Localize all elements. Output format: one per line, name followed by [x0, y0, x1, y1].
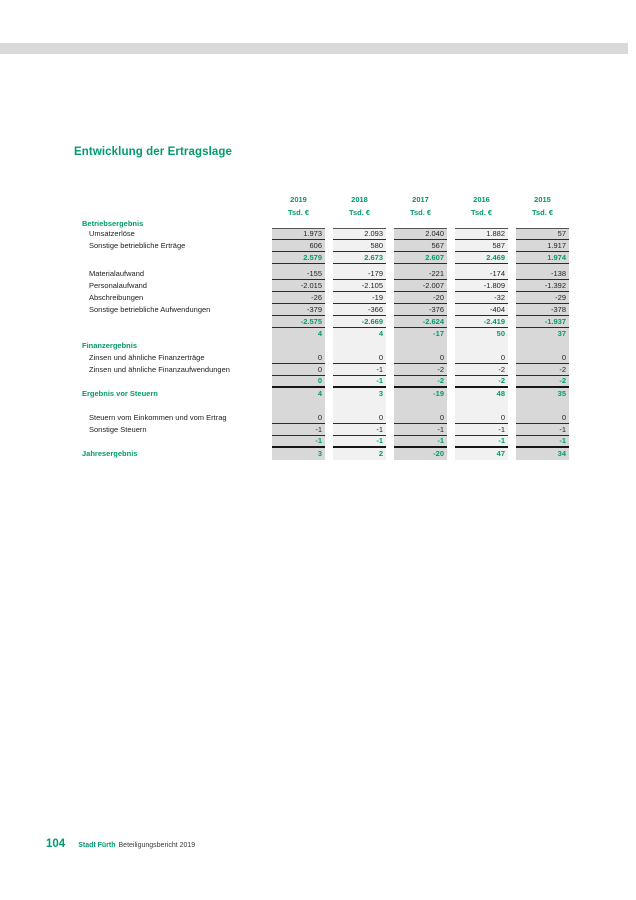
value-cell: -2.419 [455, 316, 508, 328]
value-cell: -366 [333, 304, 386, 316]
value-cell: -221 [394, 268, 447, 280]
value-cell: -1 [272, 424, 325, 436]
value-cell: 1.917 [516, 240, 569, 252]
table-row-subtotal [74, 328, 569, 340]
value-cell: 0 [333, 412, 386, 424]
value-cell: 4 [378, 329, 383, 338]
value-cell: -179 [333, 268, 386, 280]
value-cell: 580 [333, 240, 386, 252]
value-cell: 1.882 [455, 228, 508, 240]
value-cell: 2.469 [455, 252, 508, 264]
row-label [74, 376, 264, 388]
value-cell: -19 [333, 292, 386, 304]
value-cell: 47 [496, 449, 505, 458]
value-cell: 567 [394, 240, 447, 252]
row-label [74, 252, 264, 264]
unit-header: Tsd. € [348, 208, 371, 217]
value-cell: -2 [516, 376, 569, 388]
table-row-ergebnis-vor-steuern [74, 388, 569, 400]
table-row-zinsen-und-hnliche-finanzertr-ge [74, 352, 569, 364]
row-label: Abschreibungen [89, 293, 144, 302]
row-label [74, 436, 264, 448]
value-cell: 0 [516, 412, 569, 424]
value-cell: 3 [317, 449, 322, 458]
value-cell: 50 [496, 329, 505, 338]
value-cell: 0 [516, 352, 569, 364]
table-rows [74, 193, 569, 460]
value-cell: -1 [394, 436, 447, 448]
value-cell: -1 [333, 436, 386, 448]
row-label: Finanzergebnis [82, 341, 138, 350]
unit-header: Tsd. € [531, 208, 554, 217]
footer-brand: Stadt Fürth [78, 842, 116, 849]
value-cell: -2 [394, 364, 447, 376]
year-header: 2015 [534, 195, 551, 204]
page-number: 104 [46, 838, 66, 850]
value-cell: -379 [272, 304, 325, 316]
row-label: Ergebnis vor Steuern [82, 389, 158, 398]
row-label: Steuern vom Einkommen und vom Ertrag [89, 413, 227, 422]
unit-header: Tsd. € [470, 208, 493, 217]
value-cell: -20 [433, 449, 444, 458]
value-cell: -2 [516, 364, 569, 376]
header-divider-bar [0, 43, 628, 54]
year-header: 2018 [351, 195, 368, 204]
row-label [74, 193, 264, 206]
page-title: Entwicklung der Ertragslage [74, 146, 232, 158]
earnings-table [74, 193, 569, 460]
table-row-subtotal [74, 316, 569, 328]
value-cell: 2.673 [333, 252, 386, 264]
value-cell: -2.624 [394, 316, 447, 328]
value-cell: -174 [455, 268, 508, 280]
value-cell: 34 [557, 449, 566, 458]
row-label: Personalaufwand [89, 281, 147, 290]
value-cell: 35 [557, 389, 566, 398]
value-cell: 4 [317, 389, 322, 398]
row-label [74, 206, 264, 219]
row-label: Zinsen und ähnliche Finanzerträge [89, 353, 205, 362]
value-cell: -2.669 [333, 316, 386, 328]
value-cell: -376 [394, 304, 447, 316]
table-row-subtotal [74, 436, 569, 448]
table-row-abschreibungen [74, 292, 569, 304]
row-label: Betriebsergebnis [82, 219, 144, 228]
row-label: Materialaufwand [89, 269, 145, 278]
value-cell: -138 [516, 268, 569, 280]
value-cell: -17 [433, 329, 444, 338]
value-cell: -1 [455, 436, 508, 448]
value-cell: -1 [333, 376, 386, 388]
value-cell: 587 [455, 240, 508, 252]
value-cell: 48 [496, 389, 505, 398]
value-cell: 0 [394, 352, 447, 364]
value-cell: -32 [455, 292, 508, 304]
table-row-finanzergebnis [74, 340, 569, 352]
row-label: Umsatzerlöse [89, 229, 135, 238]
value-cell: -155 [272, 268, 325, 280]
row-label: Zinsen und ähnliche Finanzaufwendungen [89, 365, 230, 374]
value-cell: 2.579 [272, 252, 325, 264]
unit-header: Tsd. € [409, 208, 432, 217]
year-header: 2016 [473, 195, 490, 204]
value-cell: -20 [394, 292, 447, 304]
value-cell: -1 [333, 364, 386, 376]
value-cell: 606 [272, 240, 325, 252]
unit-header-row [74, 206, 569, 219]
value-cell: 57 [516, 228, 569, 240]
table-row-sonstige-betriebliche-aufwendungen [74, 304, 569, 316]
value-cell: -1 [516, 424, 569, 436]
value-cell: -1 [394, 424, 447, 436]
value-cell: 37 [557, 329, 566, 338]
value-cell: -1 [455, 424, 508, 436]
value-cell: -29 [516, 292, 569, 304]
value-cell: 0 [333, 352, 386, 364]
value-cell: 3 [378, 389, 383, 398]
value-cell: 0 [455, 352, 508, 364]
value-cell: 0 [455, 412, 508, 424]
row-label: Sonstige Steuern [89, 425, 147, 434]
table-row-materialaufwand [74, 268, 569, 280]
table-row-sonstige-steuern [74, 424, 569, 436]
value-cell: 0 [272, 364, 325, 376]
value-cell: 2.607 [394, 252, 447, 264]
value-cell: 2.093 [333, 228, 386, 240]
value-cell: 4 [317, 329, 322, 338]
value-cell: 0 [272, 352, 325, 364]
value-cell: -2.105 [333, 280, 386, 292]
value-cell: -404 [455, 304, 508, 316]
value-cell: 2 [378, 449, 383, 458]
value-cell: 2.040 [394, 228, 447, 240]
table-row-personalaufwand [74, 280, 569, 292]
value-cell: -2.007 [394, 280, 447, 292]
value-cell: 0 [272, 376, 325, 388]
value-cell: -1 [516, 436, 569, 448]
table-row-jahresergebnis [74, 448, 569, 460]
value-cell: 0 [272, 412, 325, 424]
value-cell: -2.015 [272, 280, 325, 292]
value-cell: 0 [394, 412, 447, 424]
row-label: Sonstige betriebliche Aufwendungen [89, 305, 211, 314]
value-cell: -2 [455, 376, 508, 388]
table-row-zinsen-und-hnliche-finanzaufwendungen [74, 364, 569, 376]
spacer-row [74, 400, 569, 412]
value-cell: 1.973 [272, 228, 325, 240]
row-label [74, 328, 264, 340]
value-cell: -1.809 [455, 280, 508, 292]
footer-doc-title: Beteiligungsbericht 2019 [118, 842, 196, 849]
table-row-sonstige-betriebliche-ertr-ge [74, 240, 569, 252]
value-cell: -2 [394, 376, 447, 388]
value-cell: -1 [333, 424, 386, 436]
year-header: 2017 [412, 195, 429, 204]
table-row-subtotal [74, 252, 569, 264]
value-cell: -19 [433, 389, 444, 398]
table-row-subtotal [74, 376, 569, 388]
unit-header: Tsd. € [287, 208, 310, 217]
value-cell: -1.937 [516, 316, 569, 328]
table-row-betriebsergebnis [74, 219, 569, 228]
value-cell: -378 [516, 304, 569, 316]
value-cell: -2.575 [272, 316, 325, 328]
row-label: Jahresergebnis [82, 449, 138, 458]
value-cell: -1 [272, 436, 325, 448]
page-footer [46, 838, 195, 850]
value-cell: -26 [272, 292, 325, 304]
table-row-steuern-vom-einkommen-und-vom-ertrag [74, 412, 569, 424]
table-row-umsatzerl-se [74, 228, 569, 240]
value-cell: -2 [455, 364, 508, 376]
row-label: Sonstige betriebliche Erträge [89, 241, 186, 250]
value-cell: 1.974 [516, 252, 569, 264]
value-cell: -1.392 [516, 280, 569, 292]
row-label [74, 316, 264, 328]
year-header-row [74, 193, 569, 206]
year-header: 2019 [290, 195, 307, 204]
